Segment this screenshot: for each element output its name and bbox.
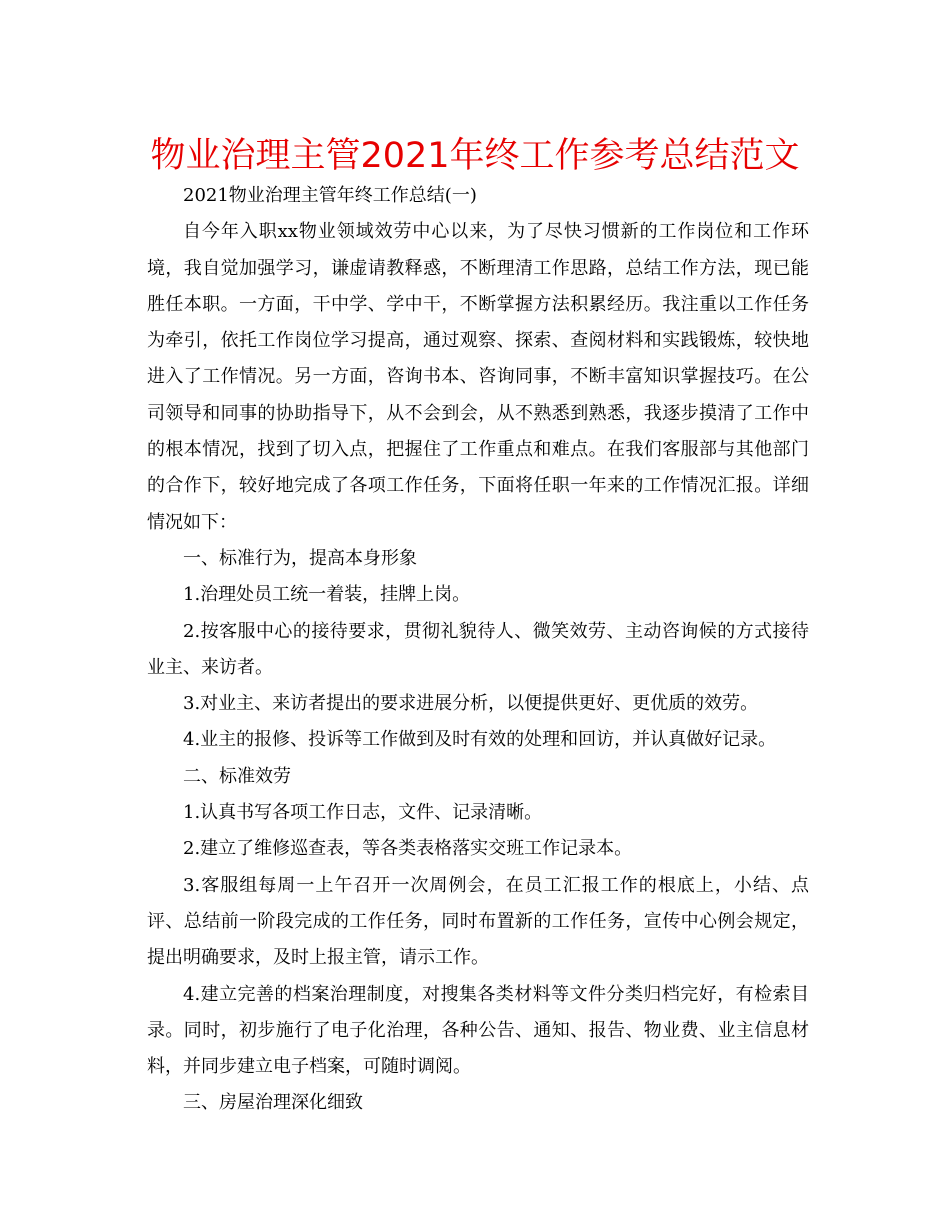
list-item: 3.客服组每周一上午召开一次周例会，在员工汇报工作的根底上，小结、点评、总结前一阶段完成的工作任务，同时布置新的工作任务，宣传中心例会规定，提出明确要求，及时上报主管，请示工作。 xyxy=(147,874,809,969)
list-item: 2.建立了维修巡查表，等各类表格落实交班工作记录本。 xyxy=(183,838,633,860)
list-item: 1.认真书写各项工作日志，文件、记录清晰。 xyxy=(183,802,543,824)
section-heading-2: 二、标准效劳 xyxy=(183,765,291,787)
list-item: 3.对业主、来访者提出的要求进展分析，以便提供更好、更优质的效劳。 xyxy=(183,693,759,715)
document-title: 物业治理主管2021年终工作参考总结范文 xyxy=(150,136,800,176)
list-item: 4.建立完善的档案治理制度，对搜集各类材料等文件分类归档完好，有检索目录。同时，初步施行了电子化治理，各种公告、通知、报告、物业费、业主信息材料，并同步建立电子档案，可随时调阅。 xyxy=(147,983,809,1078)
list-item: 4.业主的报修、投诉等工作做到及时有效的处理和回访，并认真做好记录。 xyxy=(183,729,777,751)
list-item: 2.按客服中心的接待要求，贯彻礼貌待人、微笑效劳、主动咨询候的方式接待业主、来访者。 xyxy=(147,620,809,678)
section-heading-1: 一、标准行为，提高本身形象 xyxy=(183,547,417,569)
paragraph-intro: 自今年入职xx物业领域效劳中心以来，为了尽快习惯新的工作岗位和工作环境，我自觉加强学习，谦虚请教释惑，不断理清工作思路，总结工作方法，现已能胜任本职。一方面，干中学、学中干，不断掌握方法积累经历。我注重以工作任务为牵引，依托工作岗位学习提高，通过观察、探索、查阅材料和实践锻炼，较快地进入了工作情况。另一方面，咨询书本、咨询同事，不断丰富知识掌握技巧。在公司领导和同事的协助指导下，从不会到会，从不熟悉到熟悉，我逐步摸清了工作中的根本情况，找到了切入点，把握住了工作重点和难点。在我们客服部与其他部门的合作下，较好地完成了各项工作任务，下面将任职一年来的工作情况汇报。详细情况如下： xyxy=(147,221,809,533)
section-heading-3: 三、房屋治理深化细致 xyxy=(183,1092,363,1114)
document-subtitle: 2021物业治理主管年终工作总结(一) xyxy=(183,185,477,206)
list-item: 1.治理处员工统一着装，挂牌上岗。 xyxy=(183,584,471,606)
document-body xyxy=(147,178,809,1122)
